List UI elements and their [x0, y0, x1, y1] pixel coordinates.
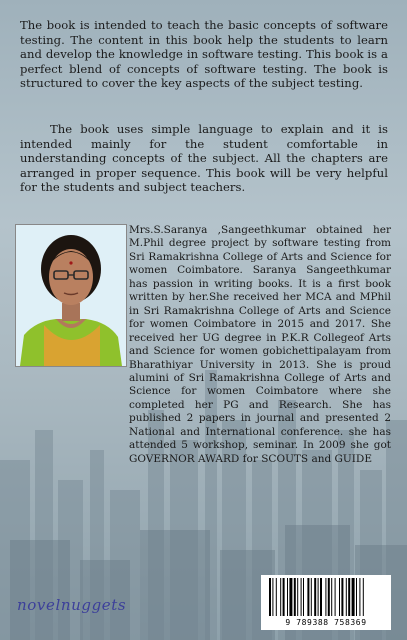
author-photo: [15, 224, 127, 367]
isbn-barcode: [261, 575, 391, 630]
description-paragraph-2: The book uses simple language to explain and it is intended mainly for the student comfortable in understanding concepts of the subject. All the chapters are arranged in proper sequence. This book will be very helpful for the students and subject teachers.: [20, 122, 388, 195]
description-paragraph-1: The book is intended to teach the basic concepts of software testing. The content in this book help the students to learn and develop the knowledge in software testing. This book is a perfect blend of concepts of software testing. The book is structured to cover the key aspects of the subject testing.: [20, 18, 388, 91]
publisher-logo: novelnuggets: [17, 596, 127, 614]
barcode-number: 9 789388 758369: [285, 618, 367, 627]
author-bio: Mrs.S.Saranya ,Sangeethkumar obtained her M.Phil degree project by software testing from Sri Ramakrishna College of Arts and Science for women Coimbatore. Saranya Sangeethkumar has passion in writing books. It is a first book written by her.She received her MCA and MPhil in Sri Ramakrishna College of Arts and Science for women Coimbatore in 2015 and 2017. She received her UG degree in P.K.R Collegeof Arts and Science for women gobichettipalayam from Bharathiyar University in 2013. She is proud alumini of Sri Ramakrishna College of Arts and Science for women Coimbatore where she completed her PG and Research. She has published 2 papers in journal and presented 2 National and International conference. she has attended 5 workshop, seminar. In 2009 she got GOVERNOR AWARD for SCOUTS and GUIDE: [129, 224, 391, 465]
